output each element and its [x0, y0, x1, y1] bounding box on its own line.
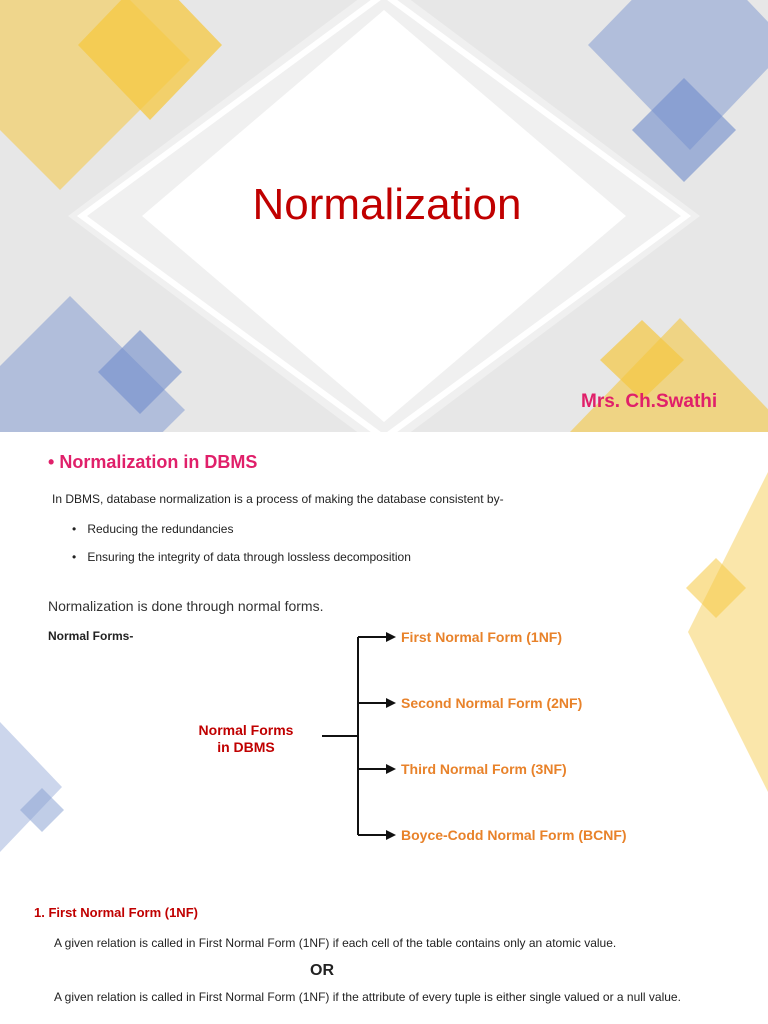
arrow-1	[358, 632, 396, 642]
arrow-2	[358, 698, 396, 708]
diagram-center-label	[176, 722, 316, 756]
arrow-4	[358, 830, 396, 840]
bullet-item	[72, 550, 411, 564]
slide-title: Normalization	[252, 180, 522, 229]
title-slide	[0, 0, 768, 432]
center-line-2: in DBMS	[217, 739, 275, 755]
content-slide	[0, 432, 768, 1024]
intro-text: In DBMS, database normalization is a process of making the database consistent by-	[52, 492, 504, 506]
bullet-item	[72, 522, 233, 536]
bullet-marker: •	[72, 550, 77, 564]
yellow-diamond-bottom	[570, 318, 768, 432]
subsection-title: 1. First Normal Form (1NF)	[34, 905, 198, 920]
normal-form-3nf: Third Normal Form (3NF)	[401, 761, 567, 777]
heading-bullet: •	[48, 452, 55, 472]
normal-form-bcnf: Boyce-Codd Normal Form (BCNF)	[401, 827, 627, 843]
normal-forms-label: Normal Forms-	[48, 629, 134, 643]
section-heading	[48, 452, 257, 473]
heading-text: Normalization in DBMS	[59, 452, 258, 472]
normal-form-2nf: Second Normal Form (2NF)	[401, 695, 583, 711]
or-separator: OR	[310, 962, 334, 979]
bullet-text: Reducing the redundancies	[87, 522, 234, 536]
normal-forms-intro: Normalization is done through normal forms.	[48, 598, 324, 614]
author-name: Mrs. Ch.Swathi	[581, 391, 718, 412]
definition-2: A given relation is called in First Normal Form (1NF) if the attribute of every tuple is either single valued or a null value.	[54, 990, 681, 1004]
center-line-1: Normal Forms	[198, 722, 294, 738]
bullet-text: Ensuring the integrity of data through lossless decomposition	[87, 550, 411, 564]
arrow-3	[358, 764, 396, 774]
yellow-side-diamond	[688, 472, 768, 792]
bullet-marker: •	[72, 522, 77, 536]
blue-side-diamond	[0, 722, 62, 852]
definition-1: A given relation is called in First Normal Form (1NF) if each cell of the table contains only an atomic value.	[54, 936, 617, 950]
normal-form-1nf: First Normal Form (1NF)	[401, 629, 563, 645]
